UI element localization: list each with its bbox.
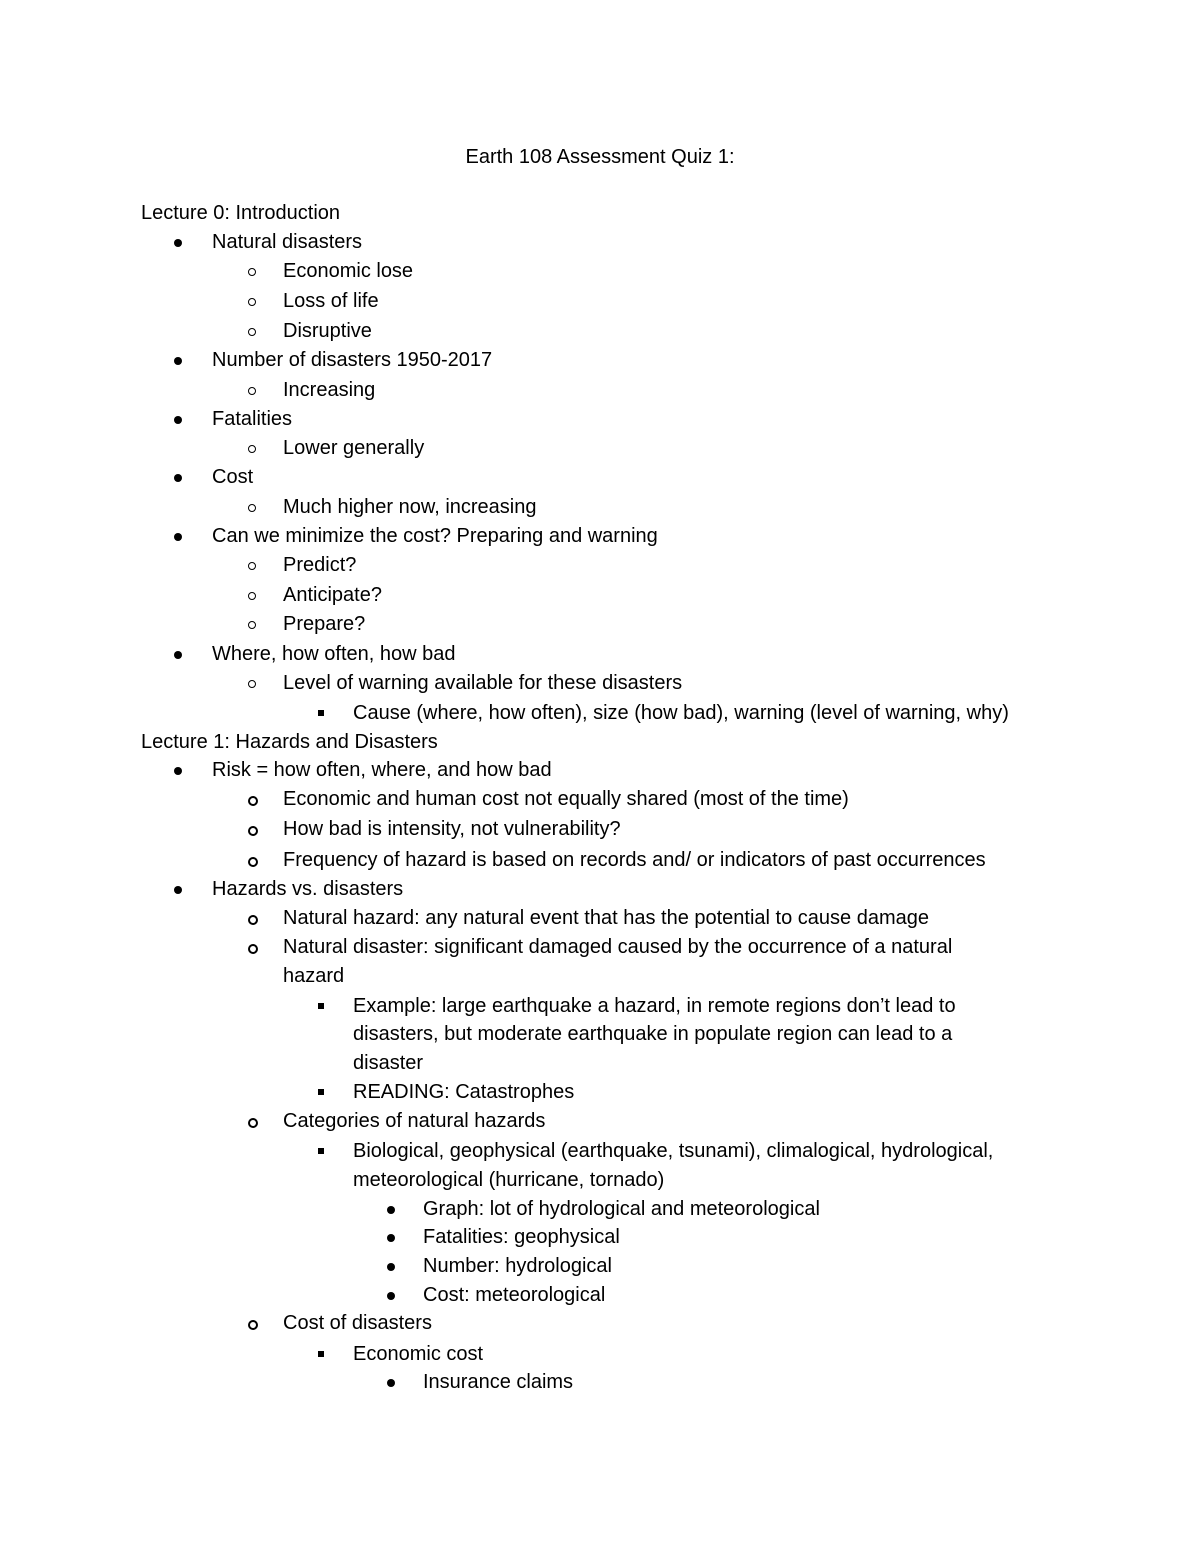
- bullet-dot-icon: [387, 1292, 395, 1300]
- list-item: Categories of natural hazards: [283, 1110, 546, 1132]
- square-bullet-icon: [318, 710, 324, 716]
- list-item: Cost: meteorological: [423, 1284, 606, 1306]
- list-item: Natural disaster: significant damaged caused by the occurrence of a natural: [283, 936, 953, 958]
- list-item: Lower generally: [283, 437, 425, 459]
- bullet-dot-icon: [174, 767, 182, 775]
- list-item: Increasing: [283, 379, 376, 401]
- bullet-dot-icon: [174, 886, 182, 894]
- circle-bullet-icon: [248, 826, 258, 836]
- section-heading: Lecture 0: Introduction: [141, 202, 341, 224]
- bullet-dot-icon: [174, 651, 182, 659]
- circle-bullet-icon: [248, 944, 258, 954]
- circle-bullet-icon: [248, 328, 256, 336]
- circle-bullet-icon: [248, 857, 258, 867]
- list-item: Level of warning available for these disasters: [283, 672, 683, 694]
- circle-bullet-icon: [248, 562, 256, 570]
- list-item: Fatalities: geophysical: [423, 1226, 620, 1248]
- bullet-dot-icon: [387, 1206, 395, 1214]
- circle-bullet-icon: [248, 680, 256, 688]
- circle-bullet-icon: [248, 1320, 258, 1330]
- circle-bullet-icon: [248, 796, 258, 806]
- list-item: Cost of disasters: [283, 1312, 432, 1334]
- list-item: How bad is intensity, not vulnerability?: [283, 818, 621, 840]
- circle-bullet-icon: [248, 298, 256, 306]
- list-item: Economic cost: [353, 1343, 484, 1365]
- square-bullet-icon: [318, 1089, 324, 1095]
- section-heading: Lecture 1: Hazards and Disasters: [141, 731, 438, 753]
- list-item: Biological, geophysical (earthquake, tsunami), climalogical, hydrological,: [353, 1140, 994, 1162]
- circle-bullet-icon: [248, 387, 256, 395]
- bullet-dot-icon: [387, 1234, 395, 1242]
- list-item: Economic and human cost not equally shared (most of the time): [283, 788, 849, 810]
- document-title: Earth 108 Assessment Quiz 1:: [465, 146, 735, 168]
- bullet-dot-icon: [174, 416, 182, 424]
- square-bullet-icon: [318, 1351, 324, 1357]
- circle-bullet-icon: [248, 445, 256, 453]
- circle-bullet-icon: [248, 621, 256, 629]
- list-item: Example: large earthquake a hazard, in remote regions don’t lead to: [353, 995, 956, 1017]
- square-bullet-icon: [318, 1148, 324, 1154]
- list-item: hazard: [283, 965, 345, 987]
- list-item: Graph: lot of hydrological and meteorological: [423, 1198, 820, 1220]
- list-item: Number of disasters 1950-2017: [212, 349, 493, 371]
- square-bullet-icon: [318, 1003, 324, 1009]
- list-item: Number: hydrological: [423, 1255, 612, 1277]
- circle-bullet-icon: [248, 504, 256, 512]
- circle-bullet-icon: [248, 1118, 258, 1128]
- list-item: Loss of life: [283, 290, 379, 312]
- list-item: Where, how often, how bad: [212, 643, 456, 665]
- list-item: Risk = how often, where, and how bad: [212, 759, 552, 781]
- list-item: meteorological (hurricane, tornado): [353, 1169, 665, 1191]
- circle-bullet-icon: [248, 268, 256, 276]
- list-item: Natural hazard: any natural event that has the potential to cause damage: [283, 907, 929, 929]
- list-item: Natural disasters: [212, 231, 363, 253]
- list-item: Fatalities: [212, 408, 293, 430]
- circle-bullet-icon: [248, 915, 258, 925]
- circle-bullet-icon: [248, 592, 256, 600]
- bullet-dot-icon: [174, 533, 182, 541]
- list-item: Disruptive: [283, 320, 372, 342]
- bullet-dot-icon: [387, 1379, 395, 1387]
- list-item: Can we minimize the cost? Preparing and warning: [212, 525, 658, 547]
- list-item: Frequency of hazard is based on records and/ or indicators of past occurrences: [283, 849, 986, 871]
- list-item: Economic lose: [283, 260, 414, 282]
- list-item: Cause (where, how often), size (how bad), warning (level of warning, why): [353, 702, 1009, 724]
- list-item: Insurance claims: [423, 1371, 574, 1393]
- list-item: disasters, but moderate earthquake in populate region can lead to a: [353, 1023, 953, 1045]
- bullet-dot-icon: [174, 239, 182, 247]
- bullet-dot-icon: [174, 474, 182, 482]
- bullet-dot-icon: [174, 357, 182, 365]
- list-item: Prepare?: [283, 613, 366, 635]
- list-item: READING: Catastrophes: [353, 1081, 575, 1103]
- list-item: disaster: [353, 1052, 424, 1074]
- list-item: Hazards vs. disasters: [212, 878, 404, 900]
- list-item: Much higher now, increasing: [283, 496, 537, 518]
- list-item: Predict?: [283, 554, 357, 576]
- bullet-dot-icon: [387, 1263, 395, 1271]
- list-item: Cost: [212, 466, 254, 488]
- list-item: Anticipate?: [283, 584, 382, 606]
